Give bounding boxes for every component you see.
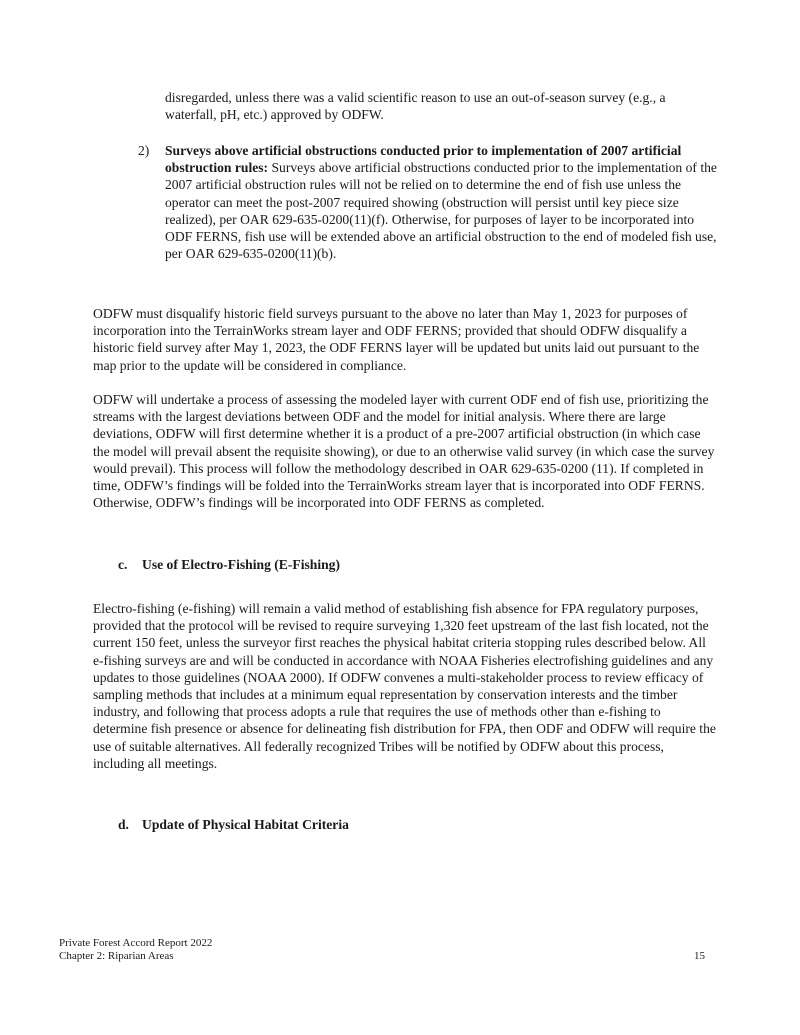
- section-letter: d.: [118, 817, 129, 832]
- footer-report-title: Private Forest Accord Report 2022: [59, 937, 213, 949]
- continuation-paragraph: disregarded, unless there was a valid scientific reason to use an out-of-season survey (e.g., a waterfall, pH, etc.) approved by ODFW.: [165, 90, 666, 123]
- section-heading-c: [118, 556, 718, 573]
- section-title: Use of Electro-Fishing (E-Fishing): [142, 557, 340, 572]
- list-item-text: Surveys above artificial obstructions conducted prior to the implementation of the 2007 artificial obstruction rules will not be relied on to determine the end of fish use unless the operator can meet the post-2007 required showing (obstruction will persist until key piece size realized), per OAR 629-635-0200(11)(f). Otherwise, for purposes of layer to be incorporated into ODF FERNS, fish use will be extended above an artificial obstruction to the end of modeled fish use, per OAR 629-635-0200(11)(b).: [165, 160, 717, 262]
- section-letter: c.: [118, 557, 128, 572]
- paragraph-assessment-process: ODFW will undertake a process of assessing the modeled layer with current ODF end of fish use, prioritizing the streams with the largest deviations between ODF and the model for initial analysis. Where there are large deviations, ODFW will first determine whether it is a product of a pre-2007 artificial obstruction (in which case the model will prevail absent the requisite showing), or due to an otherwise valid survey (in which case the survey would prevail). This process will follow the methodology described in OAR 629-635-0200 (11). If completed in time, ODFW’s findings will be folded into the TerrainWorks stream layer that is incorporated into ODF FERNS. Otherwise, ODFW’s findings will be incorporated into ODF FERNS as completed.: [93, 392, 715, 511]
- list-item-heading: Surveys above artificial obstructions conducted prior to implementation of 2007 artificial obstruction rules:: [165, 143, 682, 176]
- paragraph-electro-fishing: Electro-fishing (e-fishing) will remain a valid method of establishing fish absence for FPA regulatory purposes, provided that the protocol will be revised to require surveying 1,320 feet upstream of the last fish located, not the current 150 feet, unless the surveyor first reaches the physical habitat criteria stopping rules described below. All e-fishing surveys are and will be conducted in accordance with NOAA Fisheries electrofishing guidelines and any updates to those guidelines (NOAA 2000). If ODFW convenes a multi-stakeholder process to review efficacy of sampling methods that includes at a minimum equal representation by conservation interests and the timber industry, and following that process adopts a rule that requires the use of methods other than e-fishing to determine fish presence or absence for delineating fish distribution for FPA, then ODF and ODFW will require the use of suitable alternatives. All federally recognized Tribes will be notified by ODFW about this process, including all meetings.: [93, 601, 716, 771]
- list-item-number: 2): [138, 143, 150, 158]
- list-item-body: [165, 142, 718, 262]
- paragraph-disqualify-surveys: ODFW must disqualify historic field surveys pursuant to the above no later than May 1, 2023 for purposes of incorporation into the TerrainWorks stream layer and ODF FERNS; provided that should ODFW disqualify a historic field survey after May 1, 2023, the ODF FERNS layer will be updated but units laid out pursuant to the map prior to the update will be considered in compliance.: [93, 306, 700, 373]
- page-number: 15: [694, 950, 705, 962]
- list-item-2: [138, 142, 718, 262]
- section-title: Update of Physical Habitat Criteria: [142, 817, 349, 832]
- footer: [59, 937, 212, 963]
- footer-chapter: Chapter 2: Riparian Areas: [59, 950, 174, 962]
- section-heading-d: [118, 816, 718, 833]
